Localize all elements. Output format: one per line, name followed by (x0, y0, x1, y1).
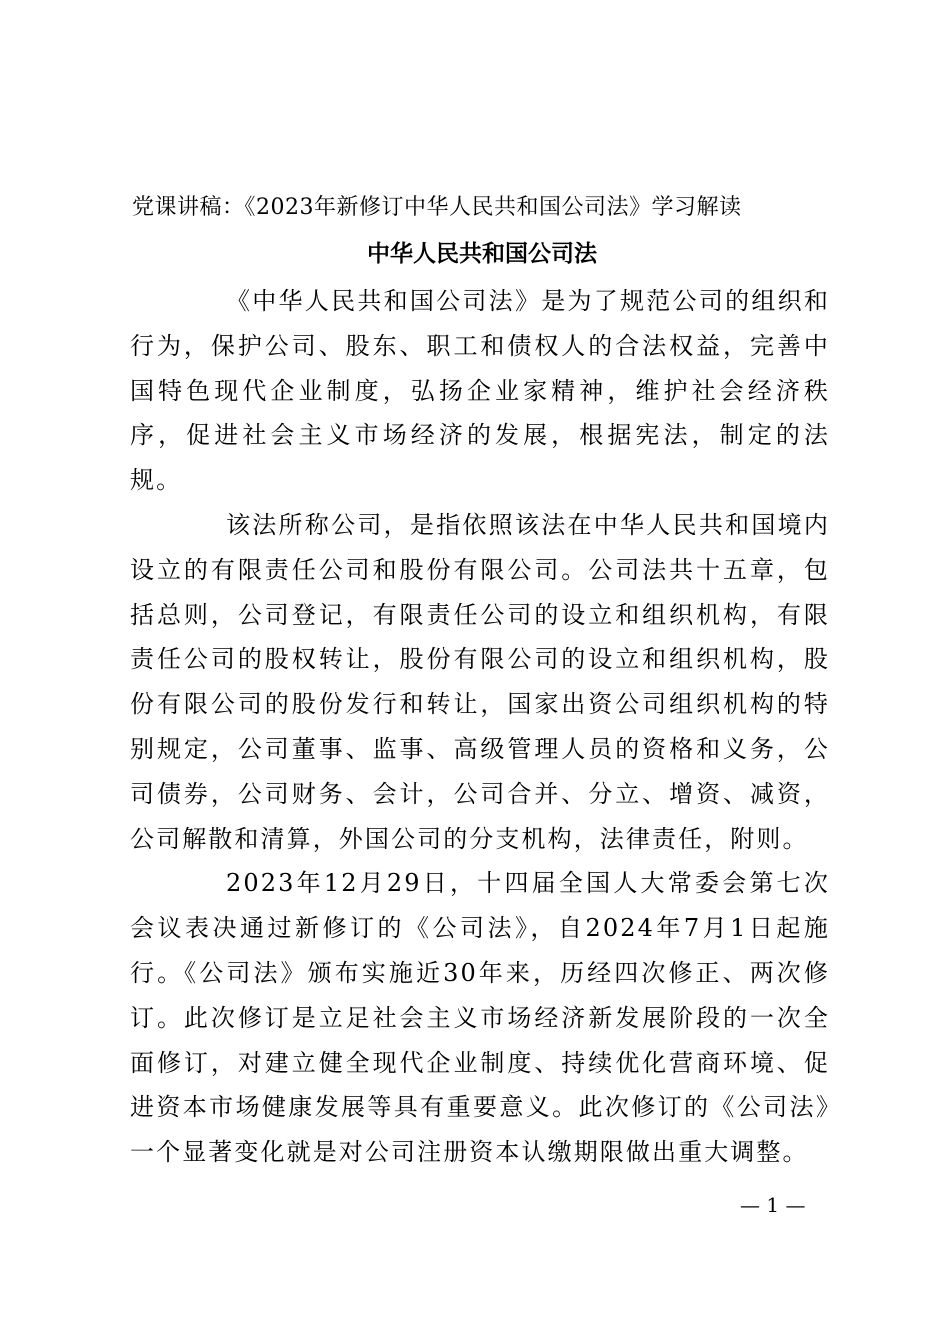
page-number: — 1 — (740, 1193, 806, 1217)
document-title: 党课讲稿：《2023年新修订中华人民共和国公司法》学习解读 (132, 195, 742, 220)
paragraph-revision: 2023年12月29日，十四届全国人大常委会第七次会议表决通过新修订的《公司法》，自2024年7月1日起施行。《公司法》颁布实施近30年来，历经四次修正、两次修订。此次修订是立足社会主义市场经济新发展阶段的一次全面修订，对建立健全现代企业制度、持续优化营商环境、促进资本市场健康发展等具有重要意义。此次修订的《公司法》一个显著变化就是对公司注册资本认缴期限做出重大调整。 (130, 869, 830, 1167)
document-subtitle: 中华人民共和国公司法 (367, 240, 597, 267)
paragraph-intro: 《中华人民共和国公司法》是为了规范公司的组织和行为，保护公司、股东、职工和债权人的合法权益，完善中国特色现代企业制度，弘扬企业家精神，维护社会经济秩序，促进社会主义市场经济的发展，根据宪法，制定的法规。 (130, 287, 830, 495)
paragraph-scope: 该法所称公司，是指依照该法在中华人民共和国境内设立的有限责任公司和股份有限公司。公司法共十五章，包括总则，公司登记，有限责任公司的设立和组织机构，有限责任公司的股权转让，股份有限公司的设立和组织机构，股份有限公司的股份发行和转让，国家出资公司组织机构的特别规定，公司董事、监事、高级管理人员的资格和义务，公司债券，公司财务、会计，公司合并、分立、增资、减资，公司解散和清算，外国公司的分支机构，法律责任，附则。 (130, 510, 830, 853)
document-body (130, 279, 830, 1175)
